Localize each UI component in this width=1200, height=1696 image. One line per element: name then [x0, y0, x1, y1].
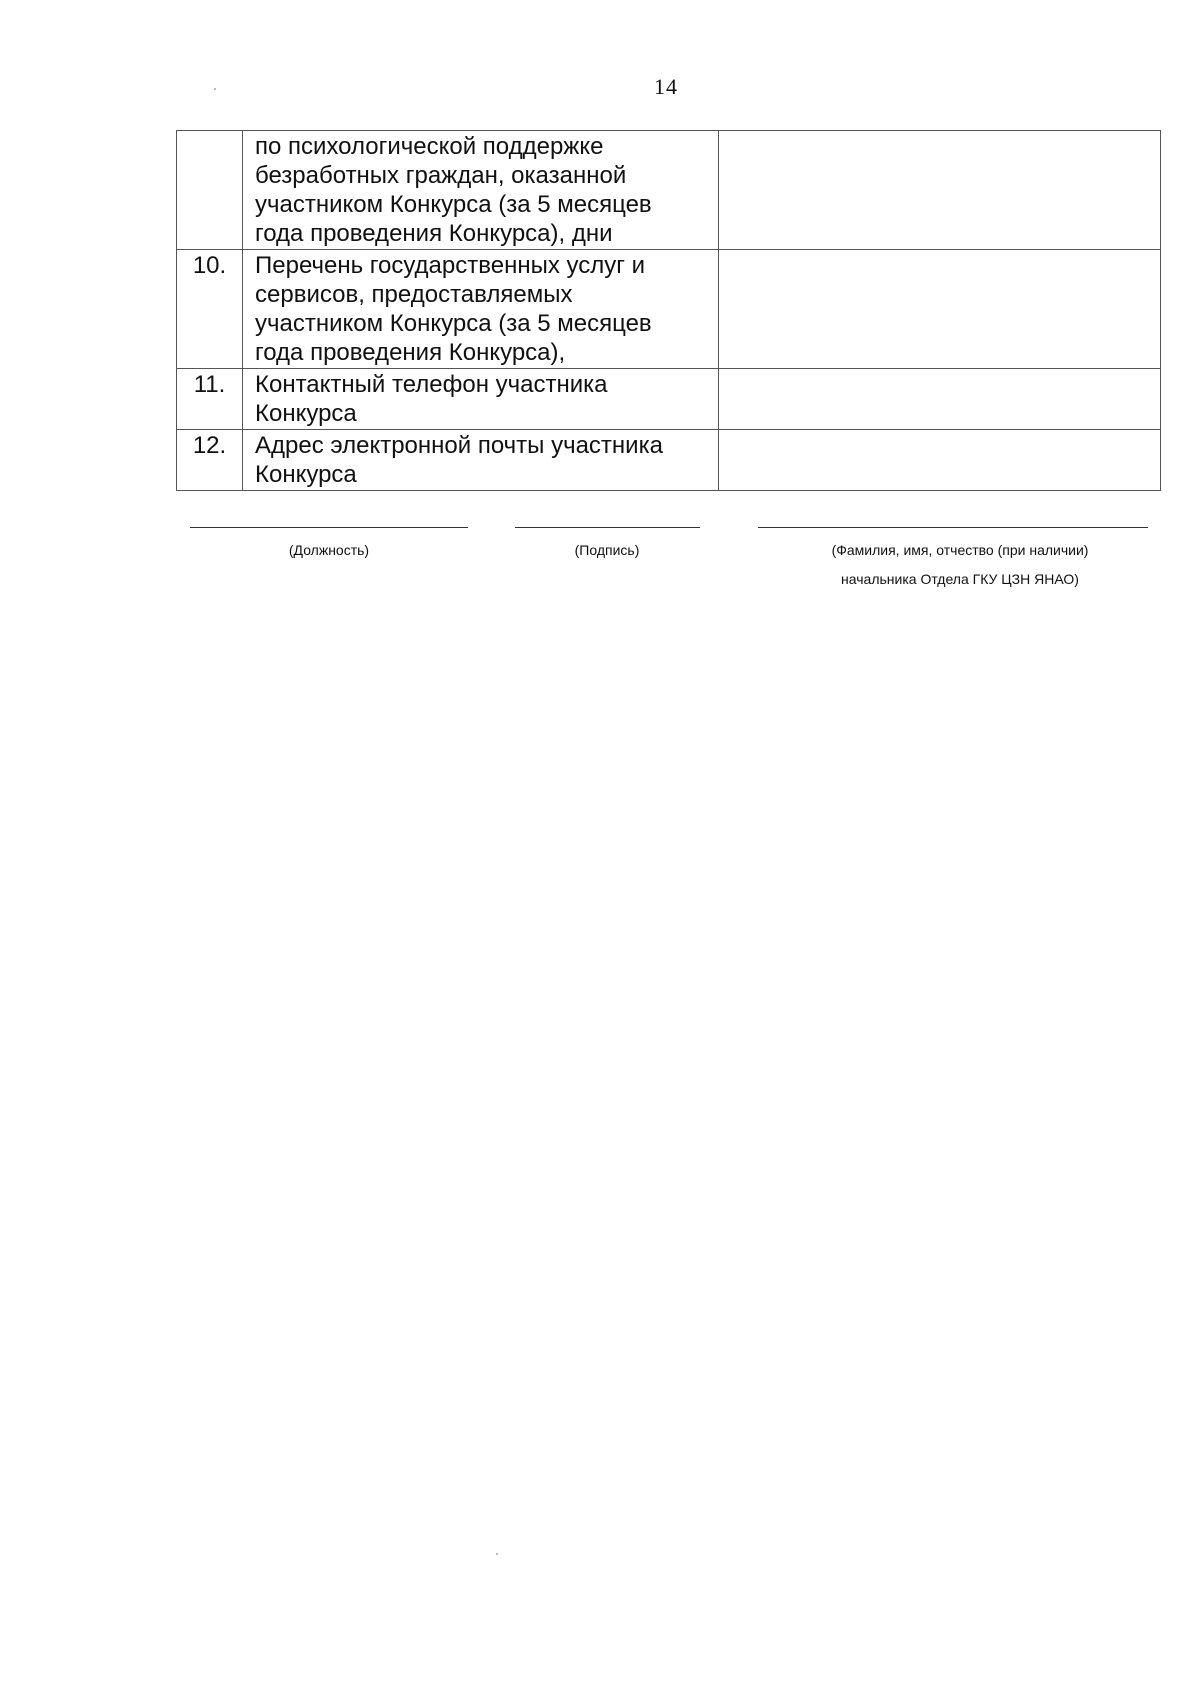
row-number: 11. [177, 369, 243, 430]
table-row [177, 430, 1161, 491]
row-value [719, 131, 1161, 250]
row-value [719, 369, 1161, 430]
name-signature-line [758, 527, 1148, 528]
table-row [177, 250, 1161, 369]
description-line: года проведения Конкурса), [255, 339, 566, 366]
scan-speck [496, 1553, 498, 1555]
table-row [177, 131, 1161, 250]
row-description [243, 369, 719, 430]
description-line: Перечень государственных услуг и [255, 252, 646, 279]
data-table [176, 130, 1161, 491]
description-line: участником Конкурса (за 5 месяцев [255, 310, 652, 337]
row-value [719, 430, 1161, 491]
name-caption: (Фамилия, имя, отчество (при наличии) [831, 542, 1089, 558]
position-caption: (Должность) [288, 542, 370, 558]
row-number [177, 131, 243, 250]
signature-line [515, 527, 700, 528]
description-line: года проведения Конкурса), дни [255, 220, 613, 247]
position-signature-line [190, 527, 468, 528]
description-line: Адрес электронной почты участника [255, 432, 663, 459]
scan-speck [214, 88, 216, 90]
description-line: Конкурса [255, 461, 357, 488]
row-description [243, 131, 719, 250]
row-number: 12. [177, 430, 243, 491]
row-description [243, 250, 719, 369]
row-number: 10. [177, 250, 243, 369]
signature-caption: (Подпись) [574, 542, 640, 558]
name-caption-continued: начальника Отдела ГКУ ЦЗН ЯНАО) [841, 571, 1079, 587]
row-value [719, 250, 1161, 369]
description-line: участником Конкурса (за 5 месяцев [255, 191, 652, 218]
page-number: 14 [654, 74, 678, 99]
description-line: Контактный телефон участника [255, 371, 608, 398]
row-description [243, 430, 719, 491]
description-line: безработных граждан, оказанной [255, 162, 627, 189]
description-line: сервисов, предоставляемых [255, 281, 573, 308]
description-line: по психологической поддержке [255, 133, 604, 160]
table-row [177, 369, 1161, 430]
description-line: Конкурса [255, 400, 357, 427]
